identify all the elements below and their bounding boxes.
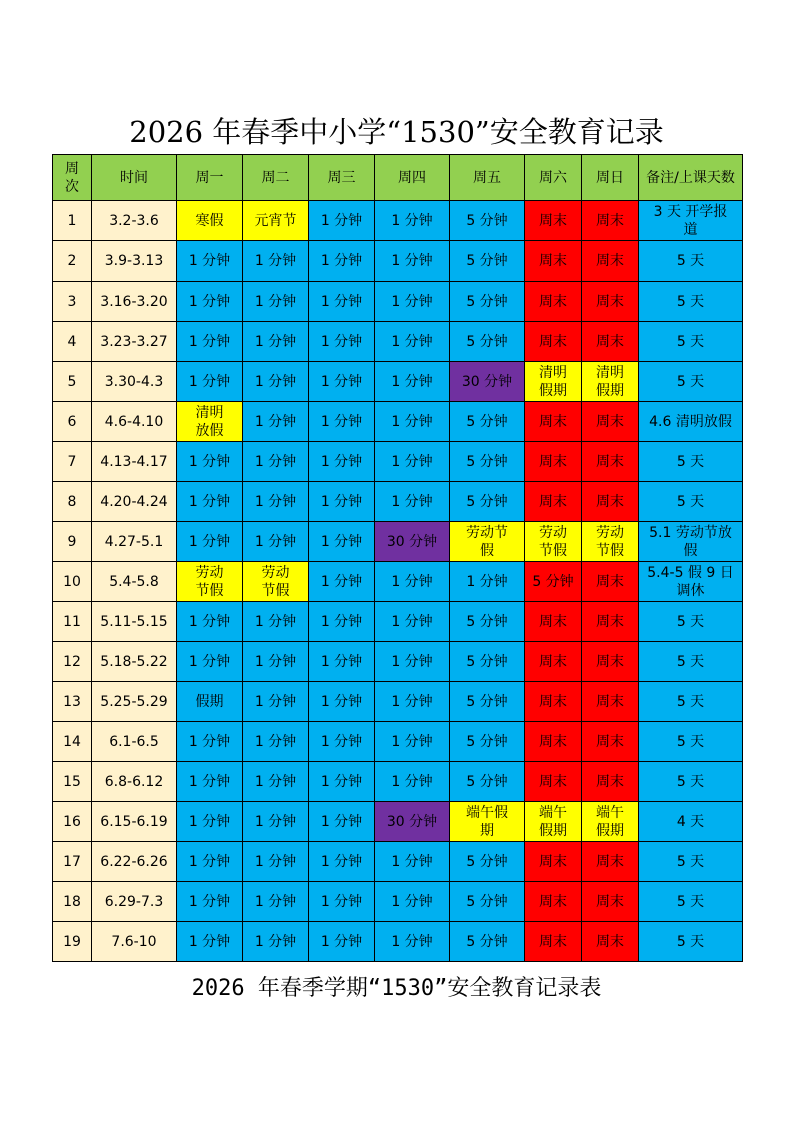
day-cell-fri: 5 分钟 xyxy=(450,482,525,522)
day-cell-tue: 1 分钟 xyxy=(243,842,309,882)
day-cell-fri: 5 分钟 xyxy=(450,922,525,962)
day-cell-wed: 1 分钟 xyxy=(309,241,375,282)
day-cell-thu: 1 分钟 xyxy=(375,642,450,682)
table-row xyxy=(53,922,743,962)
day-cell-fri: 端午假期 xyxy=(450,802,525,842)
day-cell-wed: 1 分钟 xyxy=(309,722,375,762)
day-cell-thu: 1 分钟 xyxy=(375,482,450,522)
day-cell-sat: 周末 xyxy=(525,201,582,241)
day-cell-thu: 1 分钟 xyxy=(375,882,450,922)
date-range-cell: 6.8-6.12 xyxy=(92,762,177,802)
header-sun: 周日 xyxy=(582,155,639,201)
table-row xyxy=(53,642,743,682)
week-number-cell: 2 xyxy=(53,241,92,282)
day-cell-fri: 30 分钟 xyxy=(450,362,525,402)
table-row xyxy=(53,762,743,802)
day-cell-sat: 周末 xyxy=(525,402,582,442)
day-cell-fri: 5 分钟 xyxy=(450,322,525,362)
day-cell-sun: 周末 xyxy=(582,682,639,722)
day-cell-sun: 周末 xyxy=(582,562,639,602)
day-cell-sat: 周末 xyxy=(525,241,582,282)
day-cell-sun: 周末 xyxy=(582,482,639,522)
day-cell-thu: 1 分钟 xyxy=(375,241,450,282)
day-cell-sun: 端午假期 xyxy=(582,802,639,842)
day-cell-fri: 5 分钟 xyxy=(450,241,525,282)
day-cell-mon: 劳动节假 xyxy=(177,562,243,602)
table-row xyxy=(53,201,743,241)
day-cell-tue: 1 分钟 xyxy=(243,882,309,922)
day-cell-sun: 周末 xyxy=(582,282,639,322)
day-cell-thu: 30 分钟 xyxy=(375,802,450,842)
day-cell-tue: 1 分钟 xyxy=(243,762,309,802)
week-number-cell: 7 xyxy=(53,442,92,482)
note-cell: 5 天 xyxy=(639,282,743,322)
day-cell-thu: 1 分钟 xyxy=(375,442,450,482)
day-cell-mon: 1 分钟 xyxy=(177,482,243,522)
note-cell: 5 天 xyxy=(639,882,743,922)
day-cell-thu: 1 分钟 xyxy=(375,201,450,241)
table-row xyxy=(53,322,743,362)
day-cell-sat: 端午假期 xyxy=(525,802,582,842)
table-row xyxy=(53,842,743,882)
day-cell-wed: 1 分钟 xyxy=(309,442,375,482)
header-note: 备注/上课天数 xyxy=(639,155,743,201)
day-cell-sun: 周末 xyxy=(582,762,639,802)
date-range-cell: 4.13-4.17 xyxy=(92,442,177,482)
day-cell-sat: 周末 xyxy=(525,682,582,722)
day-cell-mon: 1 分钟 xyxy=(177,282,243,322)
day-cell-sat: 周末 xyxy=(525,322,582,362)
day-cell-wed: 1 分钟 xyxy=(309,482,375,522)
day-cell-fri: 5 分钟 xyxy=(450,642,525,682)
note-cell: 5.4-5 假 9 日调休 xyxy=(639,562,743,602)
day-cell-sun: 周末 xyxy=(582,642,639,682)
day-cell-wed: 1 分钟 xyxy=(309,562,375,602)
page-footer: 2026 年春季学期“1530”安全教育记录表 xyxy=(191,976,602,1001)
day-cell-tue: 1 分钟 xyxy=(243,682,309,722)
day-cell-sat: 周末 xyxy=(525,442,582,482)
note-cell: 5 天 xyxy=(639,322,743,362)
day-cell-mon: 清明放假 xyxy=(177,402,243,442)
week-number-cell: 19 xyxy=(53,922,92,962)
note-cell: 5 天 xyxy=(639,362,743,402)
week-number-cell: 11 xyxy=(53,602,92,642)
week-number-cell: 8 xyxy=(53,482,92,522)
week-number-cell: 1 xyxy=(53,201,92,241)
day-cell-sat: 清明假期 xyxy=(525,362,582,402)
week-number-cell: 9 xyxy=(53,522,92,562)
note-cell: 3 天 开学报道 xyxy=(639,201,743,241)
date-range-cell: 3.30-4.3 xyxy=(92,362,177,402)
day-cell-wed: 1 分钟 xyxy=(309,762,375,802)
day-cell-wed: 1 分钟 xyxy=(309,602,375,642)
day-cell-tue: 1 分钟 xyxy=(243,282,309,322)
day-cell-mon: 1 分钟 xyxy=(177,362,243,402)
day-cell-wed: 1 分钟 xyxy=(309,802,375,842)
table-body xyxy=(53,201,743,962)
day-cell-thu: 1 分钟 xyxy=(375,762,450,802)
day-cell-mon: 1 分钟 xyxy=(177,322,243,362)
table-row xyxy=(53,602,743,642)
day-cell-sat: 周末 xyxy=(525,762,582,802)
note-cell: 5 天 xyxy=(639,241,743,282)
day-cell-mon: 假期 xyxy=(177,682,243,722)
week-number-cell: 16 xyxy=(53,802,92,842)
week-number-cell: 14 xyxy=(53,722,92,762)
date-range-cell: 5.11-5.15 xyxy=(92,602,177,642)
day-cell-tue: 1 分钟 xyxy=(243,402,309,442)
day-cell-thu: 1 分钟 xyxy=(375,322,450,362)
day-cell-sun: 周末 xyxy=(582,241,639,282)
day-cell-wed: 1 分钟 xyxy=(309,642,375,682)
day-cell-fri: 5 分钟 xyxy=(450,282,525,322)
day-cell-wed: 1 分钟 xyxy=(309,882,375,922)
table-row xyxy=(53,682,743,722)
day-cell-thu: 30 分钟 xyxy=(375,522,450,562)
table-row xyxy=(53,282,743,322)
day-cell-tue: 劳动节假 xyxy=(243,562,309,602)
day-cell-sat: 周末 xyxy=(525,602,582,642)
week-number-cell: 12 xyxy=(53,642,92,682)
day-cell-mon: 1 分钟 xyxy=(177,241,243,282)
date-range-cell: 3.2-3.6 xyxy=(92,201,177,241)
week-number-cell: 17 xyxy=(53,842,92,882)
day-cell-mon: 1 分钟 xyxy=(177,922,243,962)
day-cell-wed: 1 分钟 xyxy=(309,522,375,562)
week-number-cell: 3 xyxy=(53,282,92,322)
header-row xyxy=(53,155,743,201)
date-range-cell: 4.27-5.1 xyxy=(92,522,177,562)
note-cell: 5 天 xyxy=(639,442,743,482)
day-cell-thu: 1 分钟 xyxy=(375,602,450,642)
day-cell-wed: 1 分钟 xyxy=(309,842,375,882)
header-wed: 周三 xyxy=(309,155,375,201)
date-range-cell: 5.4-5.8 xyxy=(92,562,177,602)
day-cell-tue: 1 分钟 xyxy=(243,922,309,962)
day-cell-fri: 5 分钟 xyxy=(450,722,525,762)
table-row xyxy=(53,562,743,602)
day-cell-fri: 劳动节假 xyxy=(450,522,525,562)
date-range-cell: 5.25-5.29 xyxy=(92,682,177,722)
day-cell-mon: 1 分钟 xyxy=(177,802,243,842)
day-cell-wed: 1 分钟 xyxy=(309,402,375,442)
day-cell-mon: 1 分钟 xyxy=(177,722,243,762)
day-cell-mon: 1 分钟 xyxy=(177,842,243,882)
date-range-cell: 3.16-3.20 xyxy=(92,282,177,322)
day-cell-wed: 1 分钟 xyxy=(309,282,375,322)
day-cell-tue: 1 分钟 xyxy=(243,241,309,282)
day-cell-tue: 1 分钟 xyxy=(243,482,309,522)
note-cell: 4 天 xyxy=(639,802,743,842)
day-cell-sat: 周末 xyxy=(525,482,582,522)
day-cell-sun: 周末 xyxy=(582,442,639,482)
day-cell-tue: 1 分钟 xyxy=(243,522,309,562)
note-cell: 5.1 劳动节放假 xyxy=(639,522,743,562)
day-cell-sat: 周末 xyxy=(525,282,582,322)
day-cell-sun: 周末 xyxy=(582,602,639,642)
safety-record-table xyxy=(52,154,743,962)
header-date: 时间 xyxy=(92,155,177,201)
table-row xyxy=(53,442,743,482)
day-cell-thu: 1 分钟 xyxy=(375,402,450,442)
day-cell-tue: 1 分钟 xyxy=(243,802,309,842)
table-row xyxy=(53,882,743,922)
day-cell-mon: 寒假 xyxy=(177,201,243,241)
day-cell-thu: 1 分钟 xyxy=(375,922,450,962)
day-cell-sat: 周末 xyxy=(525,882,582,922)
week-number-cell: 6 xyxy=(53,402,92,442)
date-range-cell: 3.23-3.27 xyxy=(92,322,177,362)
day-cell-thu: 1 分钟 xyxy=(375,282,450,322)
day-cell-sun: 周末 xyxy=(582,402,639,442)
day-cell-sun: 周末 xyxy=(582,922,639,962)
header-thu: 周四 xyxy=(375,155,450,201)
week-number-cell: 10 xyxy=(53,562,92,602)
day-cell-mon: 1 分钟 xyxy=(177,642,243,682)
day-cell-sun: 周末 xyxy=(582,722,639,762)
day-cell-wed: 1 分钟 xyxy=(309,682,375,722)
date-range-cell: 5.18-5.22 xyxy=(92,642,177,682)
day-cell-mon: 1 分钟 xyxy=(177,442,243,482)
day-cell-sun: 周末 xyxy=(582,882,639,922)
table-row xyxy=(53,802,743,842)
day-cell-sat: 周末 xyxy=(525,842,582,882)
day-cell-thu: 1 分钟 xyxy=(375,722,450,762)
note-cell: 5 天 xyxy=(639,482,743,522)
date-range-cell: 4.20-4.24 xyxy=(92,482,177,522)
header-mon: 周一 xyxy=(177,155,243,201)
date-range-cell: 7.6-10 xyxy=(92,922,177,962)
day-cell-thu: 1 分钟 xyxy=(375,842,450,882)
week-number-cell: 18 xyxy=(53,882,92,922)
day-cell-tue: 1 分钟 xyxy=(243,602,309,642)
day-cell-fri: 5 分钟 xyxy=(450,442,525,482)
day-cell-wed: 1 分钟 xyxy=(309,922,375,962)
day-cell-tue: 1 分钟 xyxy=(243,442,309,482)
day-cell-fri: 5 分钟 xyxy=(450,201,525,241)
week-number-cell: 4 xyxy=(53,322,92,362)
note-cell: 5 天 xyxy=(639,602,743,642)
day-cell-tue: 元宵节 xyxy=(243,201,309,241)
day-cell-sat: 劳动节假 xyxy=(525,522,582,562)
day-cell-sat: 周末 xyxy=(525,642,582,682)
note-cell: 5 天 xyxy=(639,922,743,962)
note-cell: 5 天 xyxy=(639,722,743,762)
table-row xyxy=(53,402,743,442)
day-cell-fri: 5 分钟 xyxy=(450,402,525,442)
note-cell: 5 天 xyxy=(639,682,743,722)
day-cell-thu: 1 分钟 xyxy=(375,362,450,402)
table-row xyxy=(53,522,743,562)
header-sat: 周六 xyxy=(525,155,582,201)
date-range-cell: 4.6-4.10 xyxy=(92,402,177,442)
day-cell-mon: 1 分钟 xyxy=(177,522,243,562)
day-cell-sun: 周末 xyxy=(582,842,639,882)
day-cell-mon: 1 分钟 xyxy=(177,762,243,802)
week-number-cell: 5 xyxy=(53,362,92,402)
table-row xyxy=(53,362,743,402)
header-week-no: 周次 xyxy=(53,155,92,201)
day-cell-wed: 1 分钟 xyxy=(309,322,375,362)
day-cell-sun: 周末 xyxy=(582,322,639,362)
day-cell-fri: 5 分钟 xyxy=(450,682,525,722)
day-cell-tue: 1 分钟 xyxy=(243,322,309,362)
day-cell-sun: 周末 xyxy=(582,201,639,241)
day-cell-sun: 清明假期 xyxy=(582,362,639,402)
day-cell-fri: 5 分钟 xyxy=(450,602,525,642)
week-number-cell: 13 xyxy=(53,682,92,722)
day-cell-sat: 周末 xyxy=(525,922,582,962)
date-range-cell: 6.15-6.19 xyxy=(92,802,177,842)
day-cell-sat: 5 分钟 xyxy=(525,562,582,602)
note-cell: 5 天 xyxy=(639,842,743,882)
day-cell-fri: 5 分钟 xyxy=(450,842,525,882)
day-cell-fri: 5 分钟 xyxy=(450,762,525,802)
day-cell-wed: 1 分钟 xyxy=(309,201,375,241)
day-cell-mon: 1 分钟 xyxy=(177,602,243,642)
day-cell-tue: 1 分钟 xyxy=(243,362,309,402)
day-cell-sun: 劳动节假 xyxy=(582,522,639,562)
note-cell: 4.6 清明放假 xyxy=(639,402,743,442)
note-cell: 5 天 xyxy=(639,642,743,682)
table-row xyxy=(53,482,743,522)
day-cell-thu: 1 分钟 xyxy=(375,682,450,722)
date-range-cell: 6.1-6.5 xyxy=(92,722,177,762)
page-title: 2026 年春季中小学“1530”安全教育记录 xyxy=(129,115,664,149)
note-cell: 5 天 xyxy=(639,762,743,802)
date-range-cell: 6.22-6.26 xyxy=(92,842,177,882)
day-cell-fri: 1 分钟 xyxy=(450,562,525,602)
header-tue: 周二 xyxy=(243,155,309,201)
date-range-cell: 6.29-7.3 xyxy=(92,882,177,922)
day-cell-sat: 周末 xyxy=(525,722,582,762)
day-cell-wed: 1 分钟 xyxy=(309,362,375,402)
date-range-cell: 3.9-3.13 xyxy=(92,241,177,282)
day-cell-tue: 1 分钟 xyxy=(243,642,309,682)
table-row xyxy=(53,722,743,762)
table-row xyxy=(53,241,743,282)
day-cell-fri: 5 分钟 xyxy=(450,882,525,922)
day-cell-tue: 1 分钟 xyxy=(243,722,309,762)
week-number-cell: 15 xyxy=(53,762,92,802)
day-cell-mon: 1 分钟 xyxy=(177,882,243,922)
header-fri: 周五 xyxy=(450,155,525,201)
day-cell-thu: 1 分钟 xyxy=(375,562,450,602)
